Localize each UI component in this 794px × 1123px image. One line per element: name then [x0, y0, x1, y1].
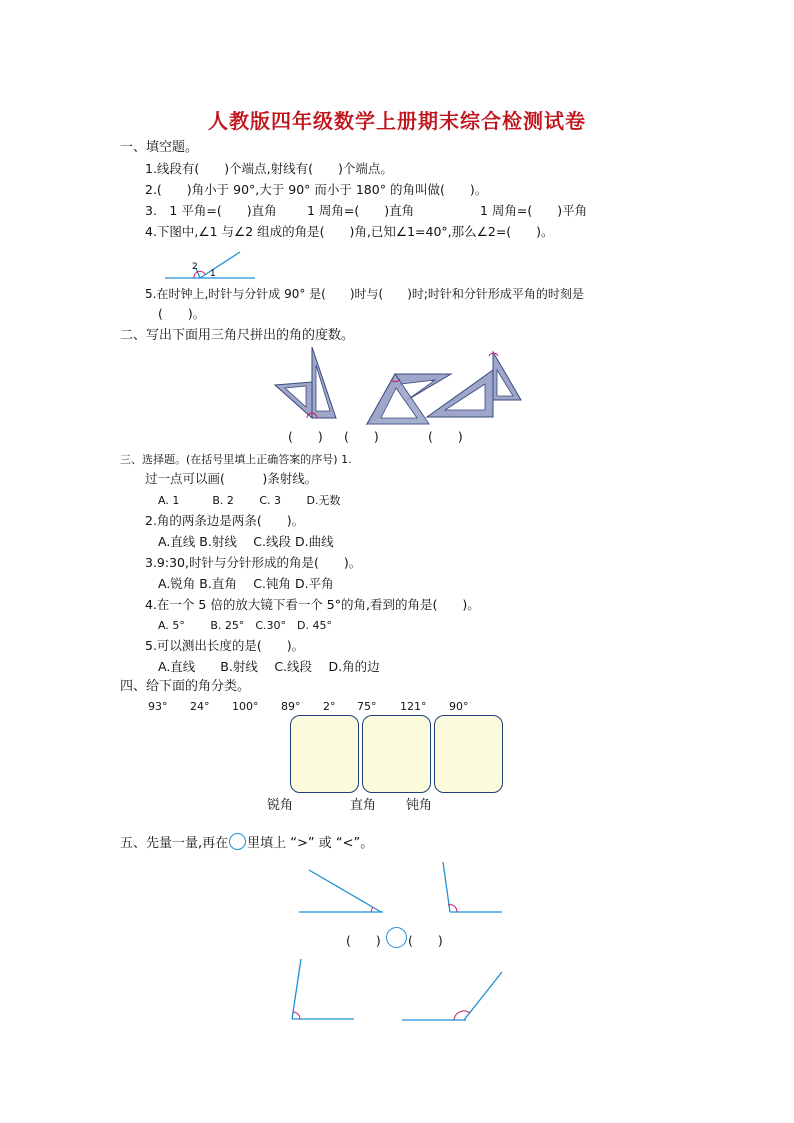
question-1-3b: 1 周角=( )直角: [307, 203, 415, 218]
question-3-2: 2.角的两条边是两条( )。: [145, 513, 305, 528]
answer-blank-5-right[interactable]: ( ): [408, 933, 443, 948]
question-3-5: 5.可以测出长度的是( )。: [145, 638, 305, 653]
classification-box-acute[interactable]: [290, 715, 359, 793]
question-1-2: 2.( )角小于 90°,大于 90° 而小于 180° 的角叫做( )。: [145, 182, 488, 197]
angle-figure: [160, 244, 260, 284]
section-5-heading-pre: 五、先量一量,再在: [120, 836, 229, 851]
set-square-figure-1: [270, 345, 340, 420]
question-3-2-options: A.直线 B.射线 C.线段 D.曲线: [158, 534, 334, 549]
section-5-heading: [120, 833, 373, 852]
section-5-heading-post: 里填上 “>” 或 “<”。: [247, 836, 374, 851]
angle-figure-a: [297, 866, 387, 916]
question-1-3a: 3. 1 平角=( )直角: [145, 203, 277, 218]
question-3-4-options: A. 5° B. 25° C.30° D. 45°: [158, 619, 332, 632]
answer-blank-5-left[interactable]: ( ): [346, 933, 381, 948]
angle-figure-c: [288, 957, 358, 1023]
question-1-3c: 1 周角=( )平角: [480, 203, 588, 218]
question-1-4: 4.下图中,∠1 与∠2 组成的角是( )角,已知∠1=40°,那么∠2=( )。: [145, 224, 554, 239]
angle-value: 2°: [323, 700, 336, 713]
angle-label-2: 2: [192, 262, 198, 272]
angle-figure-d: [400, 968, 506, 1024]
classification-box-right[interactable]: [362, 715, 431, 793]
question-3-5-options: A.直线 B.射线 C.线段 D.角的边: [158, 659, 380, 674]
classification-box-obtuse[interactable]: [434, 715, 503, 793]
angle-value: 75°: [357, 700, 377, 713]
question-3-3-options: A.锐角 B.直角 C.钝角 D.平角: [158, 576, 334, 591]
angle-value: 90°: [449, 700, 469, 713]
compare-circle-icon: [229, 833, 246, 850]
question-3-1: 过一点可以画( )条射线。: [145, 471, 318, 486]
answer-blank-2-3[interactable]: ( ): [428, 429, 463, 444]
angle-label-1: 1: [210, 269, 216, 279]
question-3-3: 3.9:30,时针与分针形成的角是( )。: [145, 555, 362, 570]
category-label-obtuse: 钝角: [406, 798, 433, 813]
category-label-right: 直角: [350, 798, 377, 813]
set-square-figure-3: [425, 350, 525, 420]
question-1-5: 5.在时钟上,时针与分针成 90° 是( )时与( )时;时针和分针形成平角的时刻是: [145, 287, 584, 301]
section-2-heading: 二、写出下面用三角尺拼出的角的度数。: [120, 328, 355, 343]
angle-figure-b: [438, 860, 504, 916]
angle-value: 93°: [148, 700, 168, 713]
section-3-heading: 三、选择题。(在括号里填上正确答案的序号) 1.: [120, 453, 352, 466]
question-1-5-cont: ( )。: [158, 306, 206, 321]
section-4-heading: 四、给下面的角分类。: [120, 679, 251, 694]
compare-circle-input[interactable]: [386, 927, 407, 948]
question-3-1-options: A. 1 B. 2 C. 3 D.无数: [158, 494, 341, 507]
angle-value: 121°: [400, 700, 427, 713]
angle-value: 89°: [281, 700, 301, 713]
angle-value: 100°: [232, 700, 259, 713]
answer-blank-2-1[interactable]: ( ): [288, 429, 323, 444]
question-1-1: 1.线段有( )个端点,射线有( )个端点。: [145, 161, 393, 176]
question-3-4: 4.在一个 5 倍的放大镜下看一个 5°的角,看到的角是( )。: [145, 597, 480, 612]
category-label-acute: 锐角: [267, 798, 294, 813]
page-title: 人教版四年级数学上册期末综合检测试卷: [208, 109, 586, 133]
section-1-heading: 一、填空题。: [120, 140, 199, 155]
angle-value: 24°: [190, 700, 210, 713]
answer-blank-2-2[interactable]: ( ): [344, 429, 379, 444]
